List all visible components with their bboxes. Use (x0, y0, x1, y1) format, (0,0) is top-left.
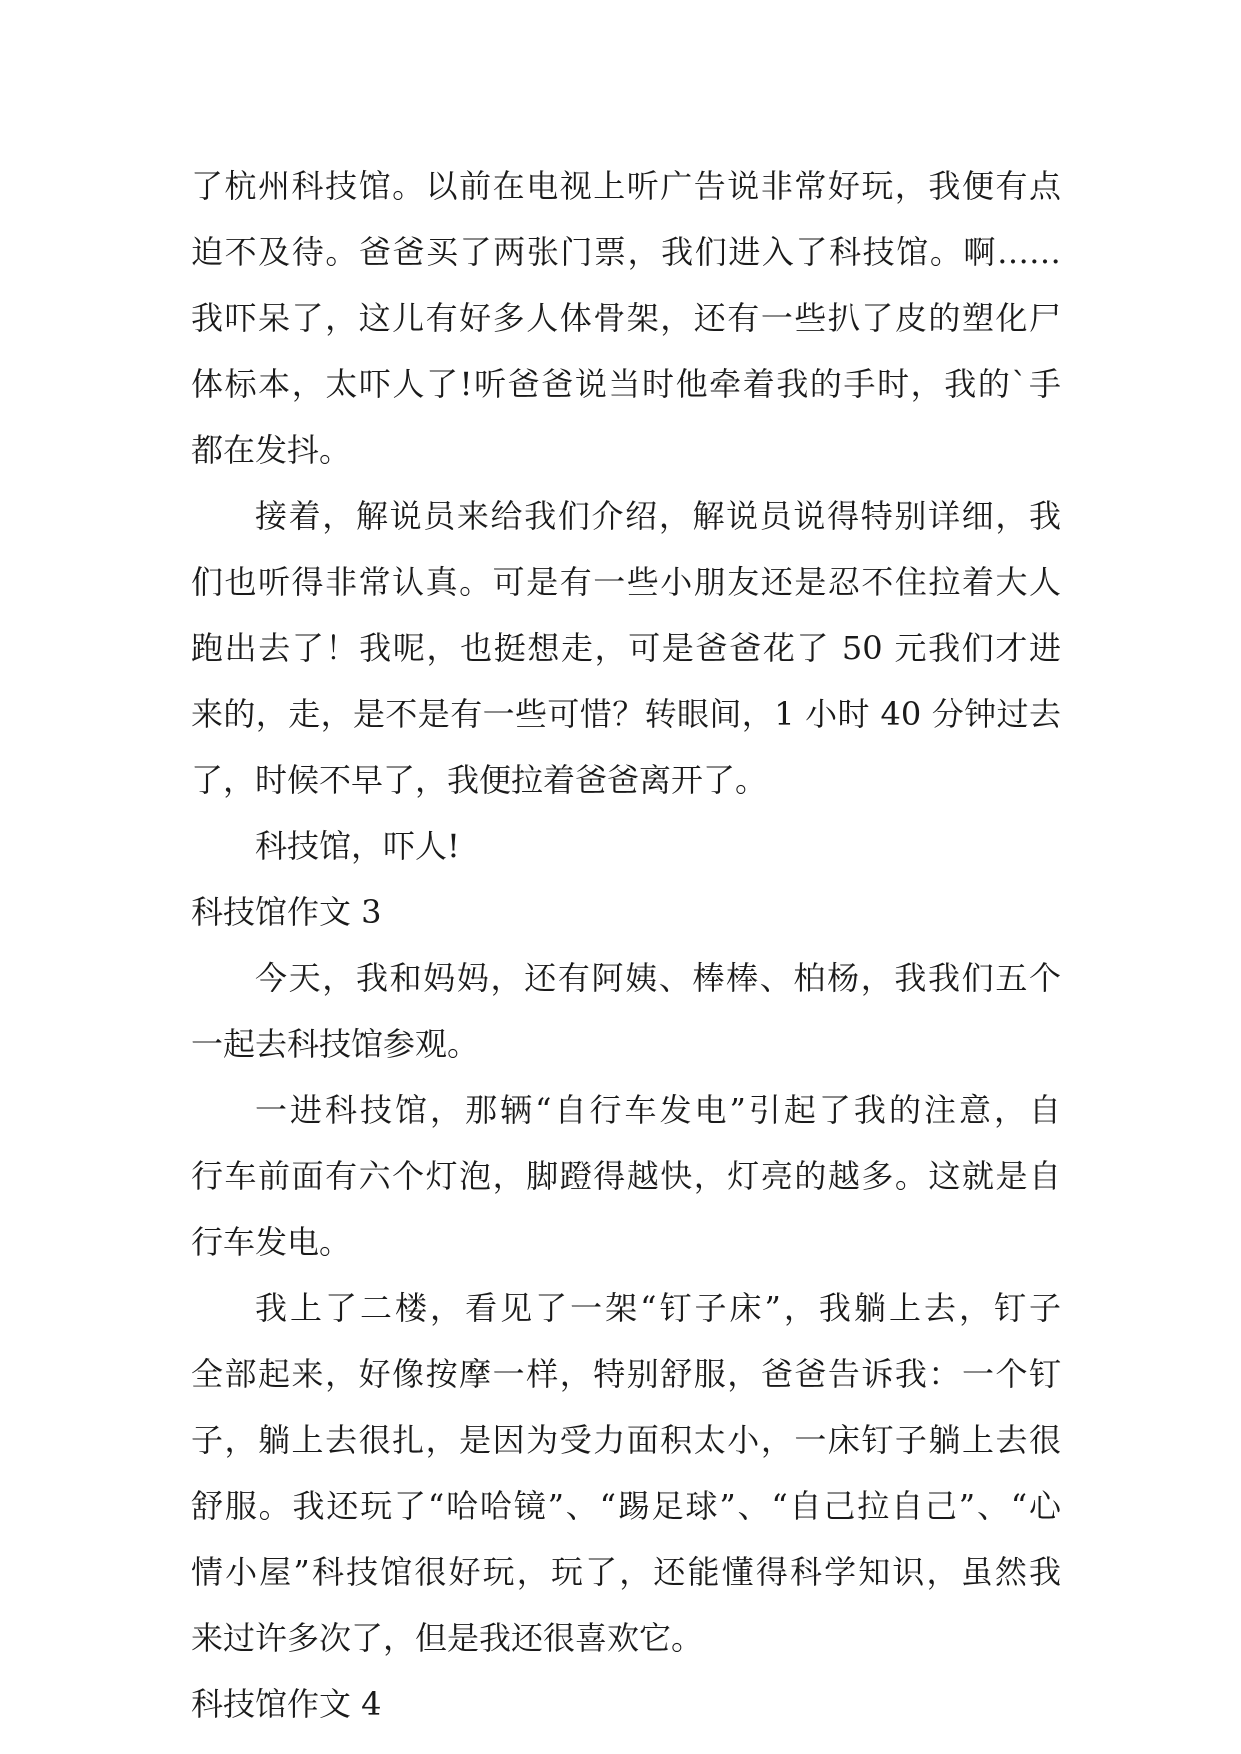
paragraph-line: 来过许多次了，但是我还很喜欢它。 (191, 1619, 704, 1657)
paragraph-line: 都在发抖。 (191, 431, 352, 469)
section-heading: 科技馆作文 3 (191, 893, 382, 931)
paragraph-line: 一进科技馆，那辆“自行车发电”引起了我的注意，自 (255, 1091, 1061, 1129)
paragraph-line: 来的，走，是不是有一些可惜？转眼间，1 小时 40 分钟过去 (191, 695, 1061, 733)
paragraph-line: 子，躺上去很扎，是因为受力面积太小，一床钉子躺上去很 (191, 1421, 1061, 1459)
paragraph-line: 行车发电。 (191, 1223, 352, 1261)
paragraph-line: 跑出去了！我呢，也挺想走，可是爸爸花了 50 元我们才进 (191, 629, 1061, 667)
paragraph-line: 了杭州科技馆。以前在电视上听广告说非常好玩，我便有点 (191, 167, 1061, 205)
paragraph-line: 接着，解说员来给我们介绍，解说员说得特别详细，我 (255, 497, 1061, 535)
section-heading: 科技馆作文 4 (191, 1685, 382, 1723)
paragraph-line: 们也听得非常认真。可是有一些小朋友还是忍不住拉着大人 (191, 563, 1061, 601)
paragraph-line: 行车前面有六个灯泡，脚蹬得越快，灯亮的越多。这就是自 (191, 1157, 1061, 1195)
paragraph-line: 全部起来，好像按摩一样，特别舒服，爸爸告诉我：一个钉 (191, 1355, 1061, 1393)
paragraph-line: 了，时候不早了，我便拉着爸爸离开了。 (191, 761, 768, 799)
paragraph-line: 今天，我和妈妈，还有阿姨、棒棒、柏杨，我我们五个 (255, 959, 1061, 997)
paragraph-line: 我上了二楼，看见了一架“钉子床”，我躺上去，钉子 (255, 1289, 1061, 1327)
paragraph-line: 舒服。我还玩了“哈哈镜”、“踢足球”、“自己拉自己”、“心 (191, 1487, 1061, 1525)
paragraph-line: 迫不及待。爸爸买了两张门票，我们进入了科技馆。啊…… (191, 233, 1061, 271)
paragraph-line: 科技馆，吓人! (255, 827, 460, 865)
paragraph-line: 体标本，太吓人了!听爸爸说当时他牵着我的手时，我的`手 (191, 365, 1061, 403)
paragraph-line: 我吓呆了，这儿有好多人体骨架，还有一些扒了皮的塑化尸 (191, 299, 1061, 337)
paragraph-line: 一起去科技馆参观。 (191, 1025, 480, 1063)
paragraph-line: 情小屋”科技馆很好玩，玩了，还能懂得科学知识，虽然我 (191, 1553, 1061, 1591)
